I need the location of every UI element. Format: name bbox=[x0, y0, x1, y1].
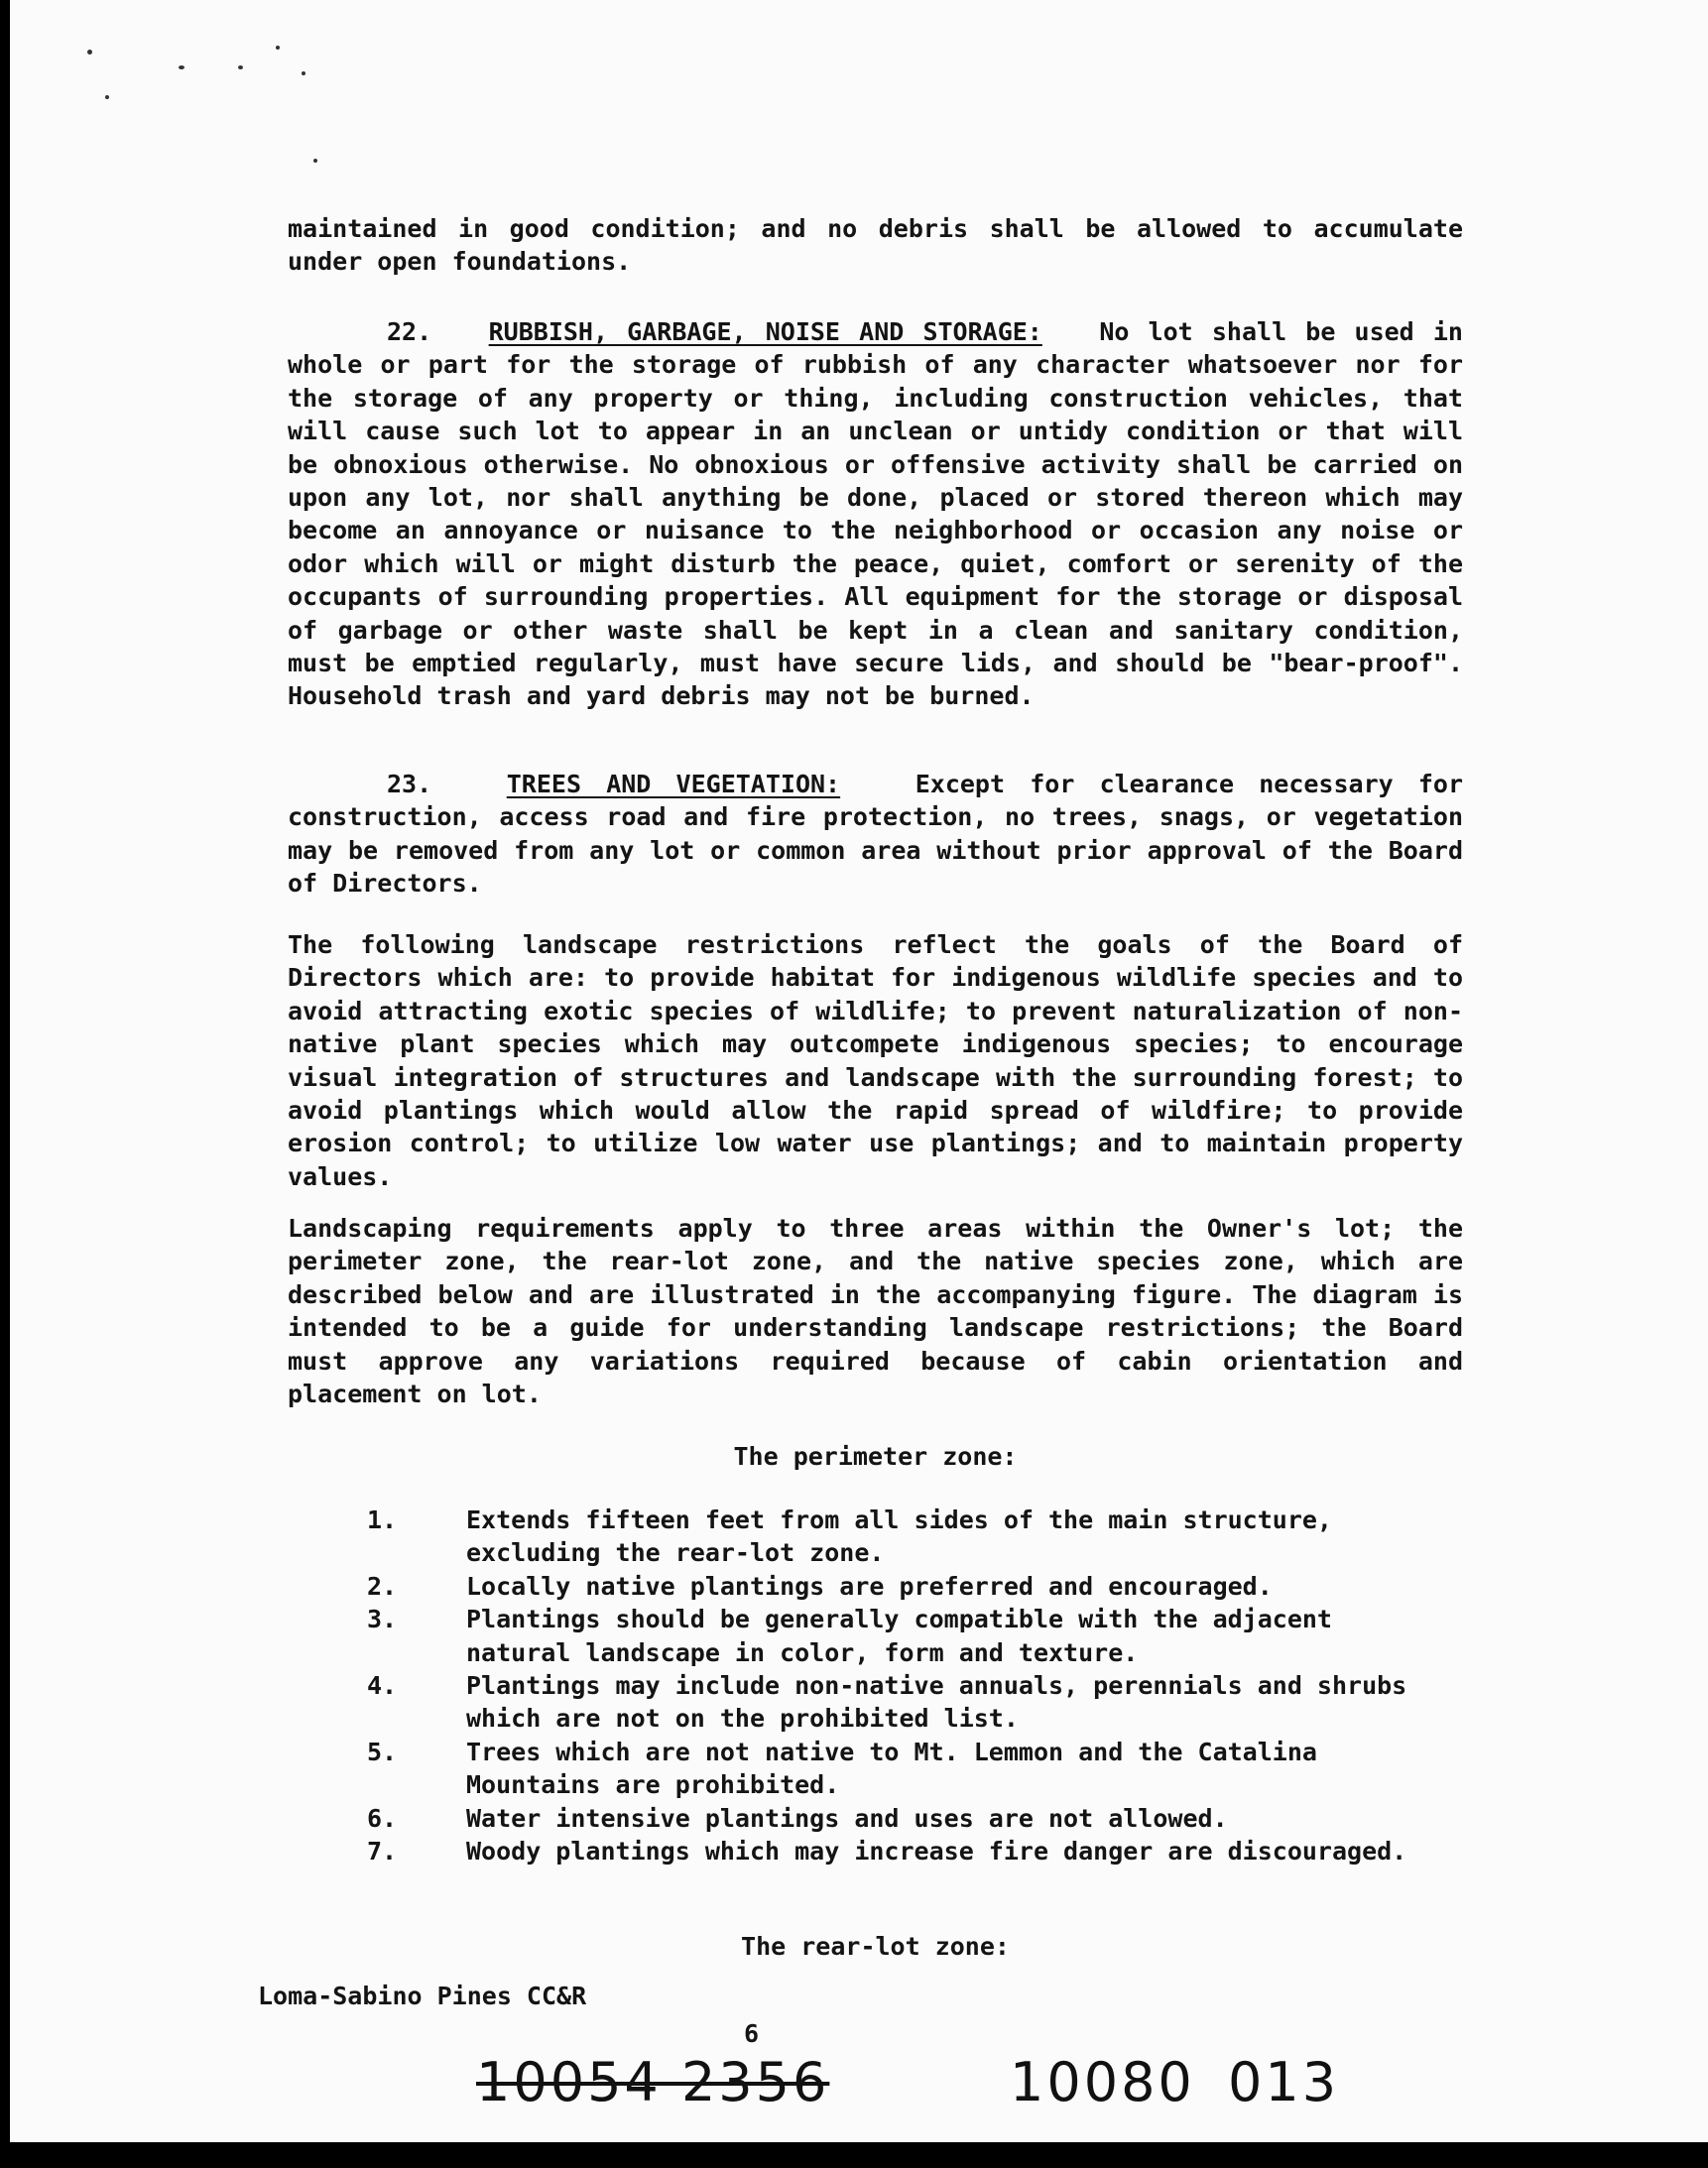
list-item-number: 4. bbox=[367, 1671, 398, 1701]
list-item-number: 5. bbox=[367, 1737, 398, 1766]
list-item-text: Woody plantings which may increase fire danger are discouraged. bbox=[466, 1837, 1407, 1867]
document-name: Loma-Sabino Pines CC&R bbox=[258, 1982, 587, 2010]
landscape-requirements-paragraph: Landscaping requirements apply to three areas within the Owner's lot; the perimeter zone, the rear-lot zone, and the native species zone, which are described below and are illustrated in the accompanying figure. The diagram is intended to be a guide for understanding landscape restrictions; the Board must approve any variations required because of cabin orientation and placement on lot. bbox=[288, 1214, 1463, 1409]
section-23-paragraph bbox=[288, 768, 1463, 901]
list-item-number: 2. bbox=[367, 1571, 398, 1601]
struck-stamp-number: 10054 2356 bbox=[476, 2051, 830, 2113]
perimeter-zone-item bbox=[367, 1570, 1418, 1603]
list-item-text: Extends fifteen feet from all sides of the main structure, excluding the rear-lot zone. bbox=[466, 1506, 1332, 1568]
scan-speck bbox=[238, 65, 243, 69]
page-number: 6 bbox=[744, 2019, 760, 2048]
perimeter-zone-item bbox=[367, 1504, 1418, 1570]
perimeter-zone-item bbox=[367, 1669, 1418, 1736]
section-22-number: 22. bbox=[387, 317, 432, 346]
perimeter-zone-item bbox=[367, 1802, 1418, 1835]
landscape-goals-paragraph: The following landscape restrictions reflect the goals of the Board of Directors which are: to provide habitat for indigenous wildlife species and to avoid attracting exotic species of wildlife; to prevent naturalization of non-native plant species which may outcompete indigenous species; to encourage visual integration of structures and landscape with the surrounding forest; to avoid plantings which would allow the rapid spread of wildfire; to provide erosion control; to utilize low water use plantings; and to maintain property values. bbox=[288, 930, 1463, 1191]
section-23-heading: TREES AND VEGETATION: bbox=[506, 770, 841, 798]
section-23-number: 23. bbox=[387, 770, 432, 798]
section-22-heading: RUBBISH, GARBAGE, NOISE AND STORAGE: bbox=[488, 317, 1042, 346]
list-item-number: 7. bbox=[367, 1837, 398, 1867]
scan-speck bbox=[313, 159, 317, 163]
list-item-text: Plantings may include non-native annuals, perennials and shrubs which are not on the prohibited list. bbox=[466, 1671, 1407, 1734]
list-item-text: Locally native plantings are preferred and encouraged. bbox=[466, 1571, 1273, 1601]
scan-speck bbox=[302, 71, 305, 75]
stamp-number-a: 10080 bbox=[1010, 2051, 1195, 2113]
list-item-text: Trees which are not native to Mt. Lemmon and the Catalina Mountains are prohibited. bbox=[466, 1737, 1317, 1800]
perimeter-zone-item bbox=[367, 1736, 1418, 1802]
scan-speck bbox=[276, 46, 280, 50]
perimeter-zone-list bbox=[367, 1504, 1418, 1867]
list-item-number: 3. bbox=[367, 1605, 398, 1634]
scan-speck bbox=[179, 65, 184, 69]
section-22-body: No lot shall be used in whole or part for the storage of rubbish of any character whatsoever nor for the storage of any property or thing, including construction vehicles, that will cause such lot to appear in an unclean or untidy condition or that will be obnoxious otherwise. No obnoxious or offensive activity shall be carried on upon any lot, nor shall anything be done, placed or stored thereon which may become an annoyance or nuisance to the neighborhood or occasion any noise or odor which will or might disturb the peace, quiet, comfort or serenity of the occupants of surrounding properties. All equipment for the storage or disposal of garbage or other waste shall be kept in a clean and sanitary condition, must be emptied regularly, must have secure lids, and should be "bear-proof". Household trash and yard debris may not be burned. bbox=[288, 317, 1463, 711]
perimeter-zone-heading: The perimeter zone: bbox=[733, 1442, 1018, 1471]
scan-speck bbox=[87, 50, 92, 55]
list-item-number: 6. bbox=[367, 1803, 398, 1833]
section-22-paragraph bbox=[288, 315, 1463, 713]
document-page bbox=[10, 0, 1708, 2142]
scan-speck bbox=[105, 95, 109, 99]
rear-lot-zone-heading: The rear-lot zone: bbox=[741, 1932, 1010, 1961]
perimeter-zone-item bbox=[367, 1603, 1418, 1669]
stamp-number-b: 013 bbox=[1228, 2051, 1340, 2113]
continuation-paragraph: maintained in good condition; and no debris shall be allowed to accumulate under open foundations. bbox=[288, 214, 1463, 277]
list-item-text: Water intensive plantings and uses are not allowed. bbox=[466, 1803, 1228, 1833]
list-item-number: 1. bbox=[367, 1506, 398, 1534]
perimeter-zone-item bbox=[367, 1835, 1418, 1867]
section-23-body: Except for clearance necessary for construction, access road and fire protection, no trees, snags, or vegetation may be removed from any lot or common area without prior approval of the Board of Directors. bbox=[288, 770, 1464, 899]
list-item-text: Plantings should be generally compatible with the adjacent natural landscape in color, form and texture. bbox=[466, 1605, 1332, 1667]
